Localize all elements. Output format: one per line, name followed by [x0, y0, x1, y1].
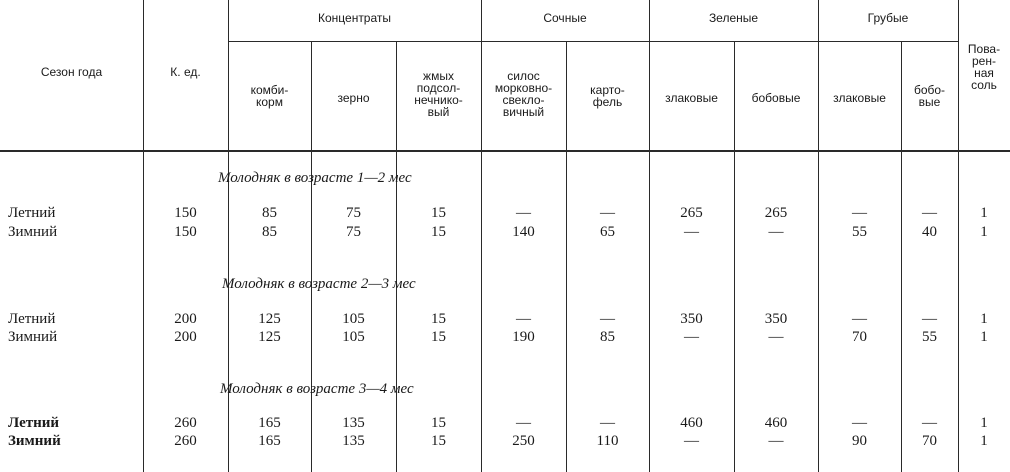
grid-line: [311, 42, 312, 472]
table-cell: 125: [258, 329, 281, 345]
table-cell: 70: [852, 329, 867, 345]
season-label: Летний: [8, 415, 60, 431]
table-cell: 1: [980, 205, 988, 221]
table-cell: —: [516, 205, 531, 221]
table-cell: 150: [174, 205, 197, 221]
season-label: Зимний: [8, 224, 58, 240]
table-cell: 135: [342, 433, 365, 449]
season-label: Летний: [8, 205, 56, 221]
table-cell: 135: [342, 415, 365, 431]
table-cell: 55: [852, 224, 867, 240]
table-cell: 190: [512, 329, 535, 345]
table-cell: 85: [600, 329, 615, 345]
table-cell: 1: [980, 311, 988, 327]
silage-header: силос морковно- свекло- вичный: [494, 69, 553, 119]
green-legume-header: бобовые: [751, 91, 801, 105]
table-cell: 15: [431, 329, 446, 345]
concentrates-header: Концентраты: [317, 11, 392, 25]
season-label: Летний: [8, 311, 56, 327]
potato-header: карто- фель: [590, 83, 625, 109]
table-cell: —: [852, 415, 867, 431]
table-cell: 55: [922, 329, 937, 345]
table-cell: —: [684, 224, 699, 240]
roughage-header: Грубые: [867, 11, 909, 25]
table-cell: —: [768, 329, 784, 345]
season-label: Зимний: [8, 433, 61, 449]
table-cell: 110: [596, 433, 619, 449]
table-cell: 265: [764, 205, 788, 221]
table-cell: 350: [764, 311, 788, 327]
table-cell: —: [922, 415, 937, 431]
green-header: Зеленые: [708, 11, 759, 25]
table-cell: 85: [262, 224, 277, 240]
grain-header: зерно: [337, 91, 370, 105]
table-cell: 1: [980, 415, 988, 431]
table-cell: —: [516, 311, 531, 327]
table-cell: 1: [980, 329, 988, 345]
table-cell: 1: [980, 433, 988, 449]
table-cell: —: [600, 311, 615, 327]
table-cell: —: [600, 415, 615, 431]
table-cell: 200: [174, 311, 197, 327]
table-cell: 150: [174, 224, 197, 240]
table-cell: 65: [600, 224, 615, 240]
table-cell: 350: [680, 311, 703, 327]
section-title: Молодняк в возрасте 2—3 мес: [222, 276, 416, 292]
table-cell: 165: [258, 433, 281, 449]
table-cell: 140: [512, 224, 535, 240]
table-cell: —: [600, 205, 615, 221]
salt-header: Пова- рен- ная соль: [967, 42, 1001, 92]
table-cell: 250: [512, 433, 535, 449]
grid-line: [734, 42, 735, 472]
table-cell: 40: [922, 224, 937, 240]
succulent-header: Сочные: [543, 11, 587, 25]
table-cell: 105: [342, 311, 365, 327]
group-header-underline: [228, 41, 958, 42]
table-cell: 15: [431, 415, 446, 431]
table-cell: 70: [922, 433, 937, 449]
table-cell: 165: [258, 415, 281, 431]
table-cell: 125: [258, 311, 281, 327]
table-cell: 460: [764, 415, 788, 431]
table-cell: 15: [431, 311, 446, 327]
section-title: Молодняк в возрасте 1—2 мес: [218, 170, 412, 186]
table-cell: 260: [174, 415, 197, 431]
table-cell: 15: [431, 224, 446, 240]
rough-cereal-header: злаковые: [833, 91, 886, 105]
table-cell: 75: [346, 224, 361, 240]
table-cell: —: [852, 205, 867, 221]
season-label: Зимний: [8, 329, 58, 345]
table-cell: —: [684, 433, 699, 449]
table-cell: 460: [680, 415, 703, 431]
rough-legume-header: бобо- вые: [913, 83, 946, 109]
table-cell: —: [768, 224, 784, 240]
season-header: Сезон года: [40, 65, 103, 79]
table-cell: 85: [262, 205, 277, 221]
sunflower-cake-header: жмых подсол- нечнико- вый: [414, 69, 463, 119]
table-cell: —: [922, 205, 937, 221]
table-cell: 1: [980, 224, 988, 240]
table-cell: 260: [174, 433, 197, 449]
header-bottom-rule: [0, 150, 1010, 152]
table-cell: 105: [342, 329, 365, 345]
table-cell: —: [684, 329, 699, 345]
table-cell: —: [516, 415, 531, 431]
table-cell: —: [768, 433, 784, 449]
section-title: Молодняк в возрасте 3—4 мес: [220, 381, 414, 397]
table-cell: 15: [431, 205, 446, 221]
feed-units-header: К. ед.: [170, 65, 201, 79]
mixed-feed-header: комби- корм: [250, 83, 289, 109]
table-cell: 200: [174, 329, 197, 345]
table-cell: 90: [852, 433, 867, 449]
table-cell: 15: [431, 433, 446, 449]
table-cell: 75: [346, 205, 361, 221]
table-cell: 265: [680, 205, 703, 221]
table-cell: —: [852, 311, 867, 327]
green-cereal-header: злаковые: [665, 91, 718, 105]
table-cell: —: [922, 311, 937, 327]
